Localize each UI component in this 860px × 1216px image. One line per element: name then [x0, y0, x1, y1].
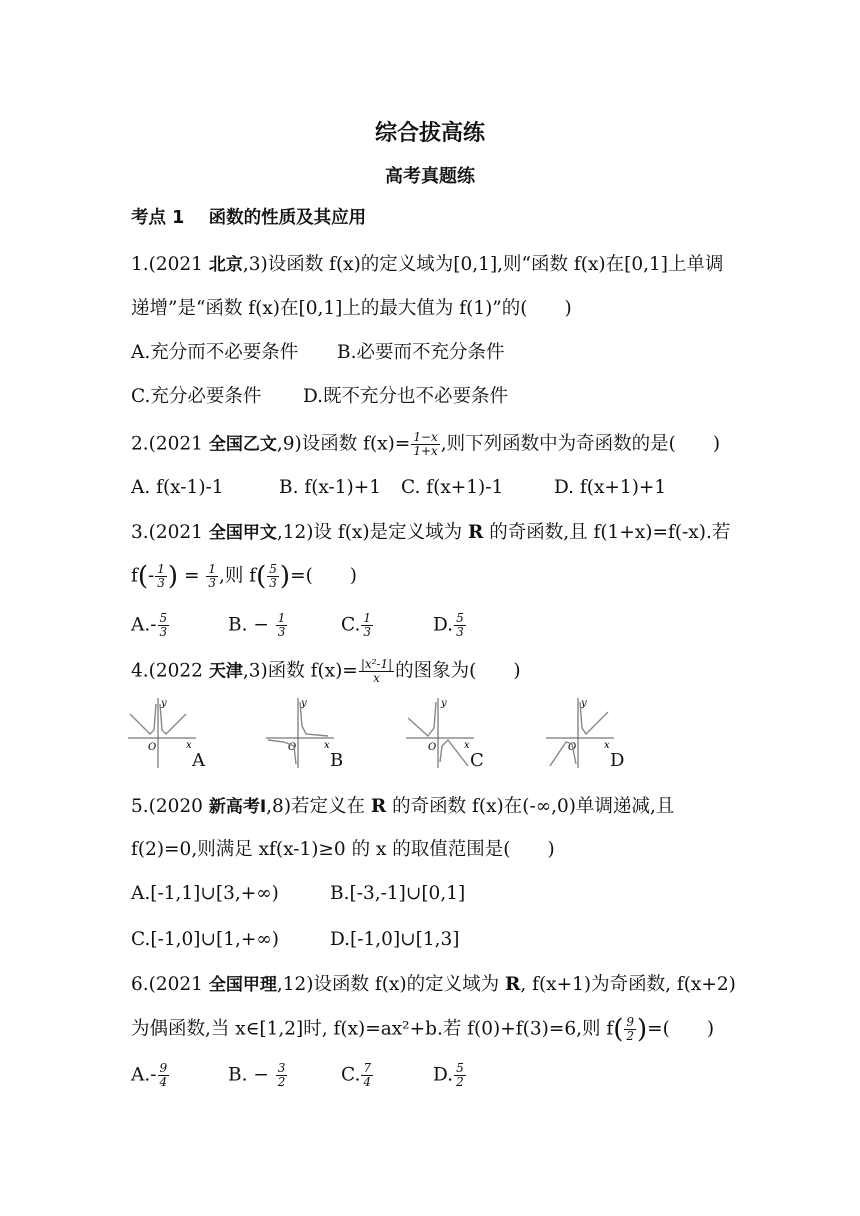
svg-text:y: y — [161, 698, 167, 709]
fraction: $\frac{1-x}{1+x}$ — [413, 430, 438, 458]
fraction: $\frac{1}{3}$ — [208, 562, 217, 590]
option-b: B. − $\frac{3}{2}$ — [228, 1061, 286, 1089]
section-label: 考点 1 — [131, 208, 185, 228]
svg-text:O: O — [288, 742, 297, 753]
question-2-line-1: 2.(2021 全国乙文,9)设函数 f(x)= $\frac{1-x}{1+x}$ ,则下列函数中为奇函数的是( ) — [131, 430, 721, 458]
option-b: B.必要而不充分条件 — [337, 342, 505, 363]
option-c: C. $\frac{7}{4}$ — [341, 1061, 372, 1089]
graph-label-c: C — [470, 750, 484, 771]
option-c: C.[-1,0]∪[1,+∞) — [131, 929, 279, 950]
fraction: $\frac{\text{|x²-1|}}{x}$ — [360, 657, 393, 685]
question-5-line-1: 5.(2020 新高考Ⅰ,8)若定义在 R 的奇函数 f(x)在(-∞,0)单调递减,且 — [131, 796, 675, 817]
question-6-line-2: 为偶函数,当 x∈[1,2]时, f(x)=ax²+b.若 f(0)+f(3)=6,则 f( $\frac{9}{2}$ )=( ) — [131, 1014, 715, 1045]
question-6-line-1: 6.(2021 全国甲理,12)设函数 f(x)的定义域为 R, f(x+1)为奇函数, f(x+2) — [131, 974, 736, 995]
question-5-line-2: f(2)=0,则满足 xf(x-1)≥0 的 x 的取值范围是( ) — [131, 839, 555, 860]
svg-text:O: O — [148, 742, 157, 753]
graph-label-d: D — [610, 750, 625, 771]
svg-text:x: x — [324, 740, 330, 751]
fraction: $\frac{1}{3}$ — [157, 562, 165, 590]
graph-option-d — [546, 696, 616, 768]
option-b: B.[-3,-1]∪[0,1] — [330, 883, 466, 904]
question-source: 新高考Ⅰ — [208, 797, 267, 817]
section-name: 函数的性质及其应用 — [208, 208, 367, 228]
option-a: A.- $\frac{5}{3}$ — [131, 611, 168, 639]
option-d: D. f(x+1)+1 — [554, 477, 667, 498]
question-3-line-1: 3.(2021 全国甲文,12)设 f(x)是定义域为 R 的奇函数,且 f(1+x)=f(-x).若 — [131, 522, 731, 543]
graph-label-b: B — [330, 750, 344, 771]
option-d: D.[-1,0]∪[1,3] — [330, 929, 460, 950]
question-source: 全国乙文 — [208, 434, 277, 455]
graph-option-c — [406, 696, 476, 768]
option-a: A.- $\frac{9}{4}$ — [131, 1061, 168, 1089]
graph-option-b — [266, 696, 336, 768]
option-d: D.既不充分也不必要条件 — [303, 386, 509, 407]
option-b: B. f(x-1)+1 — [279, 477, 382, 498]
question-source: 全国甲文 — [208, 523, 277, 543]
section-heading — [131, 206, 366, 230]
question-source: 全国甲理 — [208, 975, 277, 995]
svg-text:O: O — [428, 742, 437, 753]
question-source: 天津 — [208, 661, 243, 682]
svg-text:O: O — [568, 742, 577, 753]
page-subtitle: 高考真题练 — [385, 166, 475, 187]
option-a: A. f(x-1)-1 — [131, 477, 224, 498]
question-3-line-2: f(- $\frac{1}{3}$ ) = $\frac{1}{3}$ ,则 f( $\frac{5}{3}$ )=( ) — [131, 561, 358, 592]
svg-text:x: x — [464, 740, 470, 751]
page-title: 综合拔高练 — [374, 121, 485, 146]
svg-text:y: y — [581, 698, 587, 709]
svg-text:y: y — [301, 698, 307, 709]
option-c: C. f(x+1)-1 — [401, 477, 504, 498]
question-1-line-2: 递增”是“函数 f(x)在[0,1]上的最大值为 f(1)”的( ) — [131, 298, 572, 319]
option-b: B. − $\frac{1}{3}$ — [228, 611, 286, 639]
option-c: C.充分必要条件 — [131, 386, 262, 407]
svg-text:y: y — [441, 698, 447, 709]
fraction: $\frac{9}{2}$ — [626, 1015, 634, 1043]
graph-option-a — [128, 696, 198, 768]
option-d: D. $\frac{5}{2}$ — [433, 1061, 464, 1089]
svg-text:x: x — [186, 740, 192, 751]
option-a: A.充分而不必要条件 — [131, 342, 299, 363]
option-c: C. $\frac{1}{3}$ — [341, 611, 372, 639]
question-source: 北京 — [208, 255, 243, 275]
option-d: D. $\frac{5}{3}$ — [433, 611, 464, 639]
fraction: $\frac{5}{3}$ — [269, 562, 277, 590]
graph-label-a: A — [192, 750, 205, 771]
question-1-line-1: 1.(2021 北京,3)设函数 f(x)的定义域为[0,1],则“函数 f(x)在[0,1]上单调 — [131, 254, 724, 275]
question-4-line-1: 4.(2022 天津,3)函数 f(x)= $\frac{\text{|x²-1|}}{x}$ 的图象为( ) — [131, 657, 521, 685]
svg-text:x: x — [604, 740, 610, 751]
option-a: A.[-1,1]∪[3,+∞) — [131, 883, 279, 904]
